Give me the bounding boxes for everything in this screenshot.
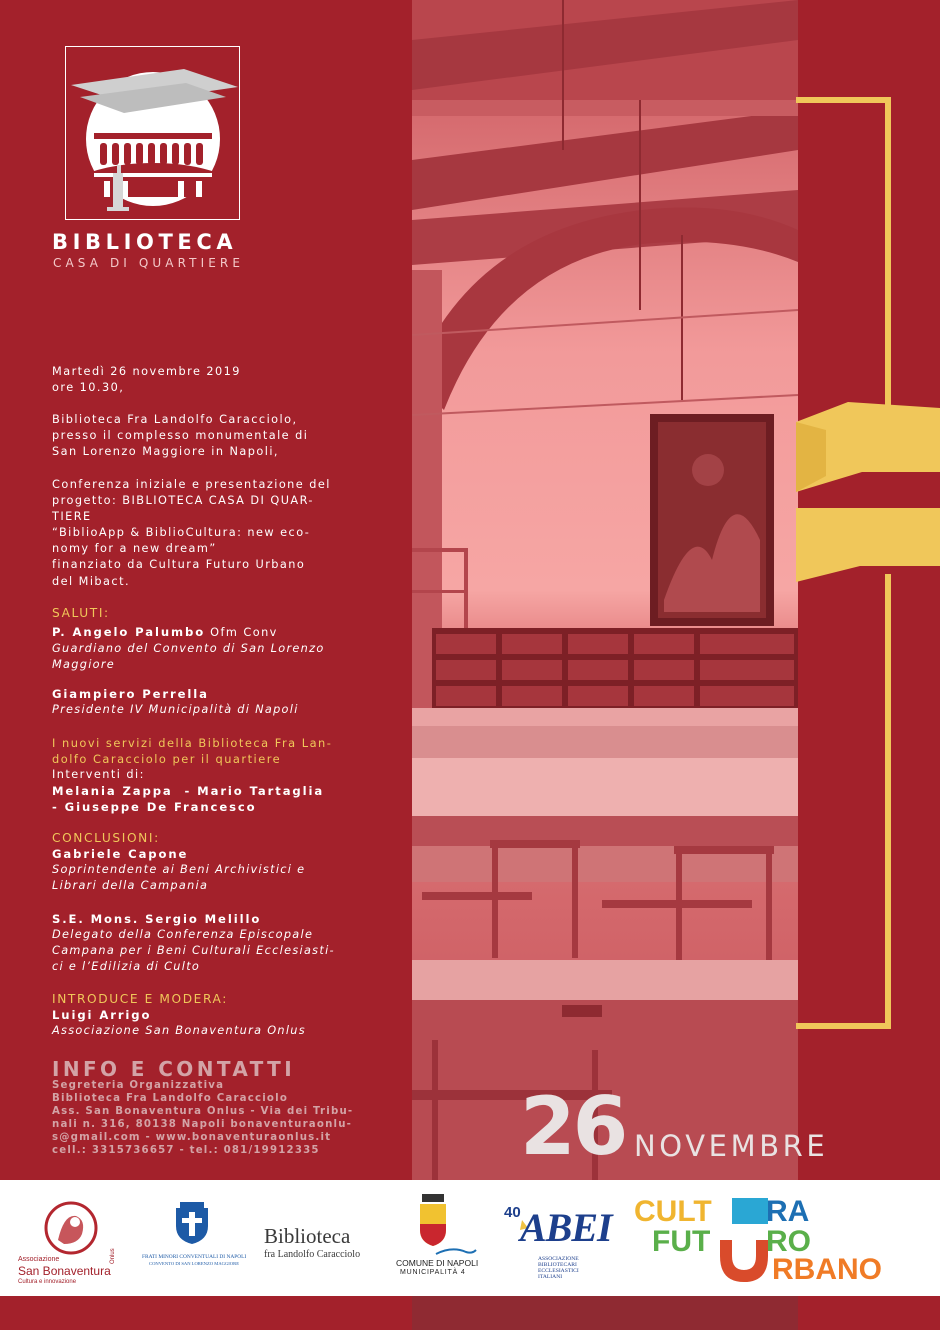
speaker-1-suffix: Ofm Conv [205,626,278,639]
cultura-futuro-urbano-logo [634,1196,924,1286]
speaker-2-role: Presidente IV Municipalità di Napoli [52,703,299,716]
biblioteca-landolfo-text: fra Landolfo Caracciolo [264,1249,361,1260]
conclusioni-heading: CONCLUSIONI: [52,831,160,845]
conference-line: nomy for a new dream” [52,542,217,556]
info-line: Biblioteca Fra Landolfo Caracciolo [52,1093,289,1105]
event-date: Martedì 26 novembre 2019 [52,365,241,378]
frati-text: FRATI MINORI CONVENTUALI DI NAPOLI [142,1254,247,1260]
cultura-text: FUT [652,1225,711,1258]
cultura-text: RO [766,1225,811,1258]
speakers-3: - Giuseppe De Francesco [52,800,257,815]
conference-line: finanziato da Cultura Futuro Urbano [52,558,306,572]
modera-section [52,991,364,1039]
event-time: ore 10.30, [52,381,125,395]
library-photo [412,0,798,1180]
biblioteca-landolfo-logo [264,1224,380,1268]
speakers-3: Melania Zappa - Mario Tartaglia [52,784,325,799]
speaker-1 [52,621,364,641]
venue-line: presso il complesso monumentale di [52,429,309,443]
event-datetime [52,364,364,396]
abei-logo [500,1202,616,1282]
sanbonaventura-logo [14,1198,126,1286]
cultura-text: CULT [634,1195,712,1228]
waves-icon [396,1246,480,1256]
info-body [52,1079,364,1158]
interventi-label: Interventi di: [52,768,145,781]
sanbonaventura-text: San Bonaventura [18,1264,111,1278]
sanbonaventura-text: Onlus [110,1248,116,1264]
speaker-6-name: Luigi Arrigo [52,1008,152,1022]
biblioteca-logo-frame [65,46,240,220]
sanbonaventura-emblem-icon [42,1200,100,1256]
biblioteca-logo-icon [66,47,241,221]
event-conference [52,477,364,590]
comune-text: COMUNE DI NAPOLI [396,1258,479,1268]
venue-line: Biblioteca Fra Landolfo Caracciolo, [52,413,298,426]
logo-title: BIBLIOTECA [52,230,238,254]
abei-text: ASSOCIAZIONE BIBLIOTECARI ECCLESIASTICI ITALIANI [538,1256,579,1280]
info-line: Ass. San Bonaventura Onlus - Via dei Tribu- [52,1106,354,1118]
logo-subtitle: CASA DI QUARTIERE [53,256,245,270]
conference-line: TIERE [52,510,92,524]
abei-name: ABEI [520,1205,612,1250]
saluti-section [52,605,364,673]
speaker-2 [52,686,364,718]
frati-text: CONVENTO DI SAN LORENZO MAGGIORE [149,1261,239,1266]
speaker-5-name: S.E. Mons. Sergio Melillo [52,912,262,926]
frati-minori-logo [142,1202,246,1272]
info-line: Segreteria Organizzativa [52,1080,225,1091]
photo-bottom-strip [412,1296,798,1330]
conference-line: del Mibact. [52,574,131,588]
frati-crest-icon [172,1202,212,1246]
info-line: nali n. 316, 80138 Napoli bonaventuraonlu- [52,1119,353,1131]
speaker-4-name: Gabriele Capone [52,847,189,861]
speaker-1-name: P. Angelo Palumbo [52,625,206,639]
speaker-5-role: Delegato della Conferenza Episcopale [52,928,314,941]
speaker-4-role: Librari della Campania [52,879,209,893]
cultura-text: RA [766,1195,810,1228]
sanbonaventura-text: Cultura e innovazione [18,1279,77,1285]
saluti-heading: SALUTI: [52,606,110,620]
info-title: INFO E CONTATTI [52,1057,296,1081]
speaker-6-role: Associazione San Bonaventura Onlus [52,1024,306,1037]
info-line: cell.: 3315736657 - tel.: 081/19912335 [52,1145,320,1157]
conference-line: “BiblioApp & BiblioCultura: new eco- [52,526,311,540]
napoli-crest-icon [418,1194,448,1246]
conference-line: Conferenza iniziale e presentazione del [52,478,331,491]
event-venue [52,412,364,460]
comune-napoli-logo [396,1194,480,1280]
speaker-5 [52,911,364,975]
speaker-4-role: Soprintendente ai Beni Archivistici e [52,863,306,876]
biblioteca-landolfo-text: Biblioteca [264,1224,351,1248]
date-day: 26 [520,1080,626,1173]
comune-text: MUNICIPALITÀ 4 [400,1269,466,1276]
sanbonaventura-text: Associazione [18,1256,60,1263]
abei-40: 40 [504,1204,521,1221]
cultura-text: RBANO [772,1253,882,1286]
services-heading: dolfo Caracciolo per il quartiere [52,752,282,766]
conclusioni-section [52,830,364,894]
services-section [52,735,364,815]
cultura-u-icon [718,1196,770,1284]
modera-heading: INTRODUCE E MODERA: [52,992,228,1006]
speaker-5-role: ci e l’Edilizia di Culto [52,960,201,974]
date-month: NOVEMBRE [634,1129,829,1163]
speaker-2-name: Giampiero Perrella [52,687,209,701]
sponsor-strip [0,1180,940,1296]
speaker-1-role: Guardiano del Convento di San Lorenzo [52,642,325,656]
services-heading: I nuovi servizi della Biblioteca Fra Lan- [52,736,333,750]
info-line: s@gmail.com - www.bonaventuraonlus.it [52,1132,332,1144]
speaker-5-role: Campana per i Beni Culturali Ecclesiasti- [52,944,335,958]
conference-line: progetto: BIBLIOTECA CASA DI QUAR- [52,494,314,508]
venue-line: San Lorenzo Maggiore in Napoli, [52,445,279,459]
speaker-1-role: Maggiore [52,658,116,672]
gold-quote-decoration [796,96,940,1036]
